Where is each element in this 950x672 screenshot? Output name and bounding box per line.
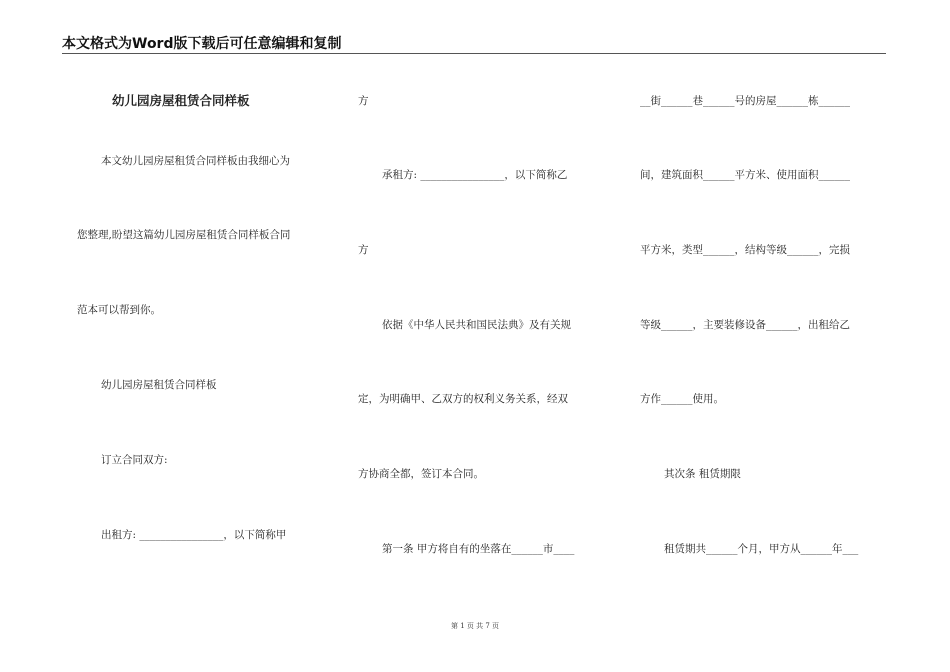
text-line: 订立合同双方: [101,454,168,466]
page-indicator: 第 1 页 共 7 页 [450,622,500,630]
text-line: 等级______，主要装修设备______，出租给乙 [640,319,850,331]
section-heading: 其次条 租赁期限 [664,468,741,480]
text-line: 范本可以帮到你。 [77,304,161,316]
text-line: 承租方: ________________，以下简称乙 [382,169,568,181]
text-line: 您整理,盼望这篇幼儿园房屋租赁合同样板合同 [77,229,291,241]
text-line: 第一条 甲方将自有的坐落在______市____ [382,543,575,555]
text-line: 定，为明确甲、乙双方的权利义务关系，经双 [358,393,568,405]
text-line: 幼儿园房屋租赁合同样板 [101,379,217,391]
document-title: 幼儿园房屋租赁合同样板 [112,93,250,108]
text-line: 间，建筑面积______平方米、使用面积______ [640,169,850,181]
text-line: 方协商全都，签订本合同。 [358,468,484,480]
text-line: 本文幼儿园房屋租赁合同样板由我细心为 [101,155,290,167]
text-line: __街______巷______号的房屋______栋______ [640,95,850,107]
text-line: 方 [358,244,369,256]
text-line: 出租方: ________________，以下简称甲 [101,529,287,541]
text-line: 方作______使用。 [640,393,724,405]
text-line: 租赁期共______个月，甲方从______年___ [664,543,859,555]
text-line: 方 [358,95,369,107]
text-line: 平方米，类型______，结构等级______，完损 [640,244,850,256]
header-title: 本文格式为Word版下载后可任意编辑和复制 [62,36,342,52]
text-line: 依据《中华人民共和国民法典》及有关规 [382,319,571,331]
